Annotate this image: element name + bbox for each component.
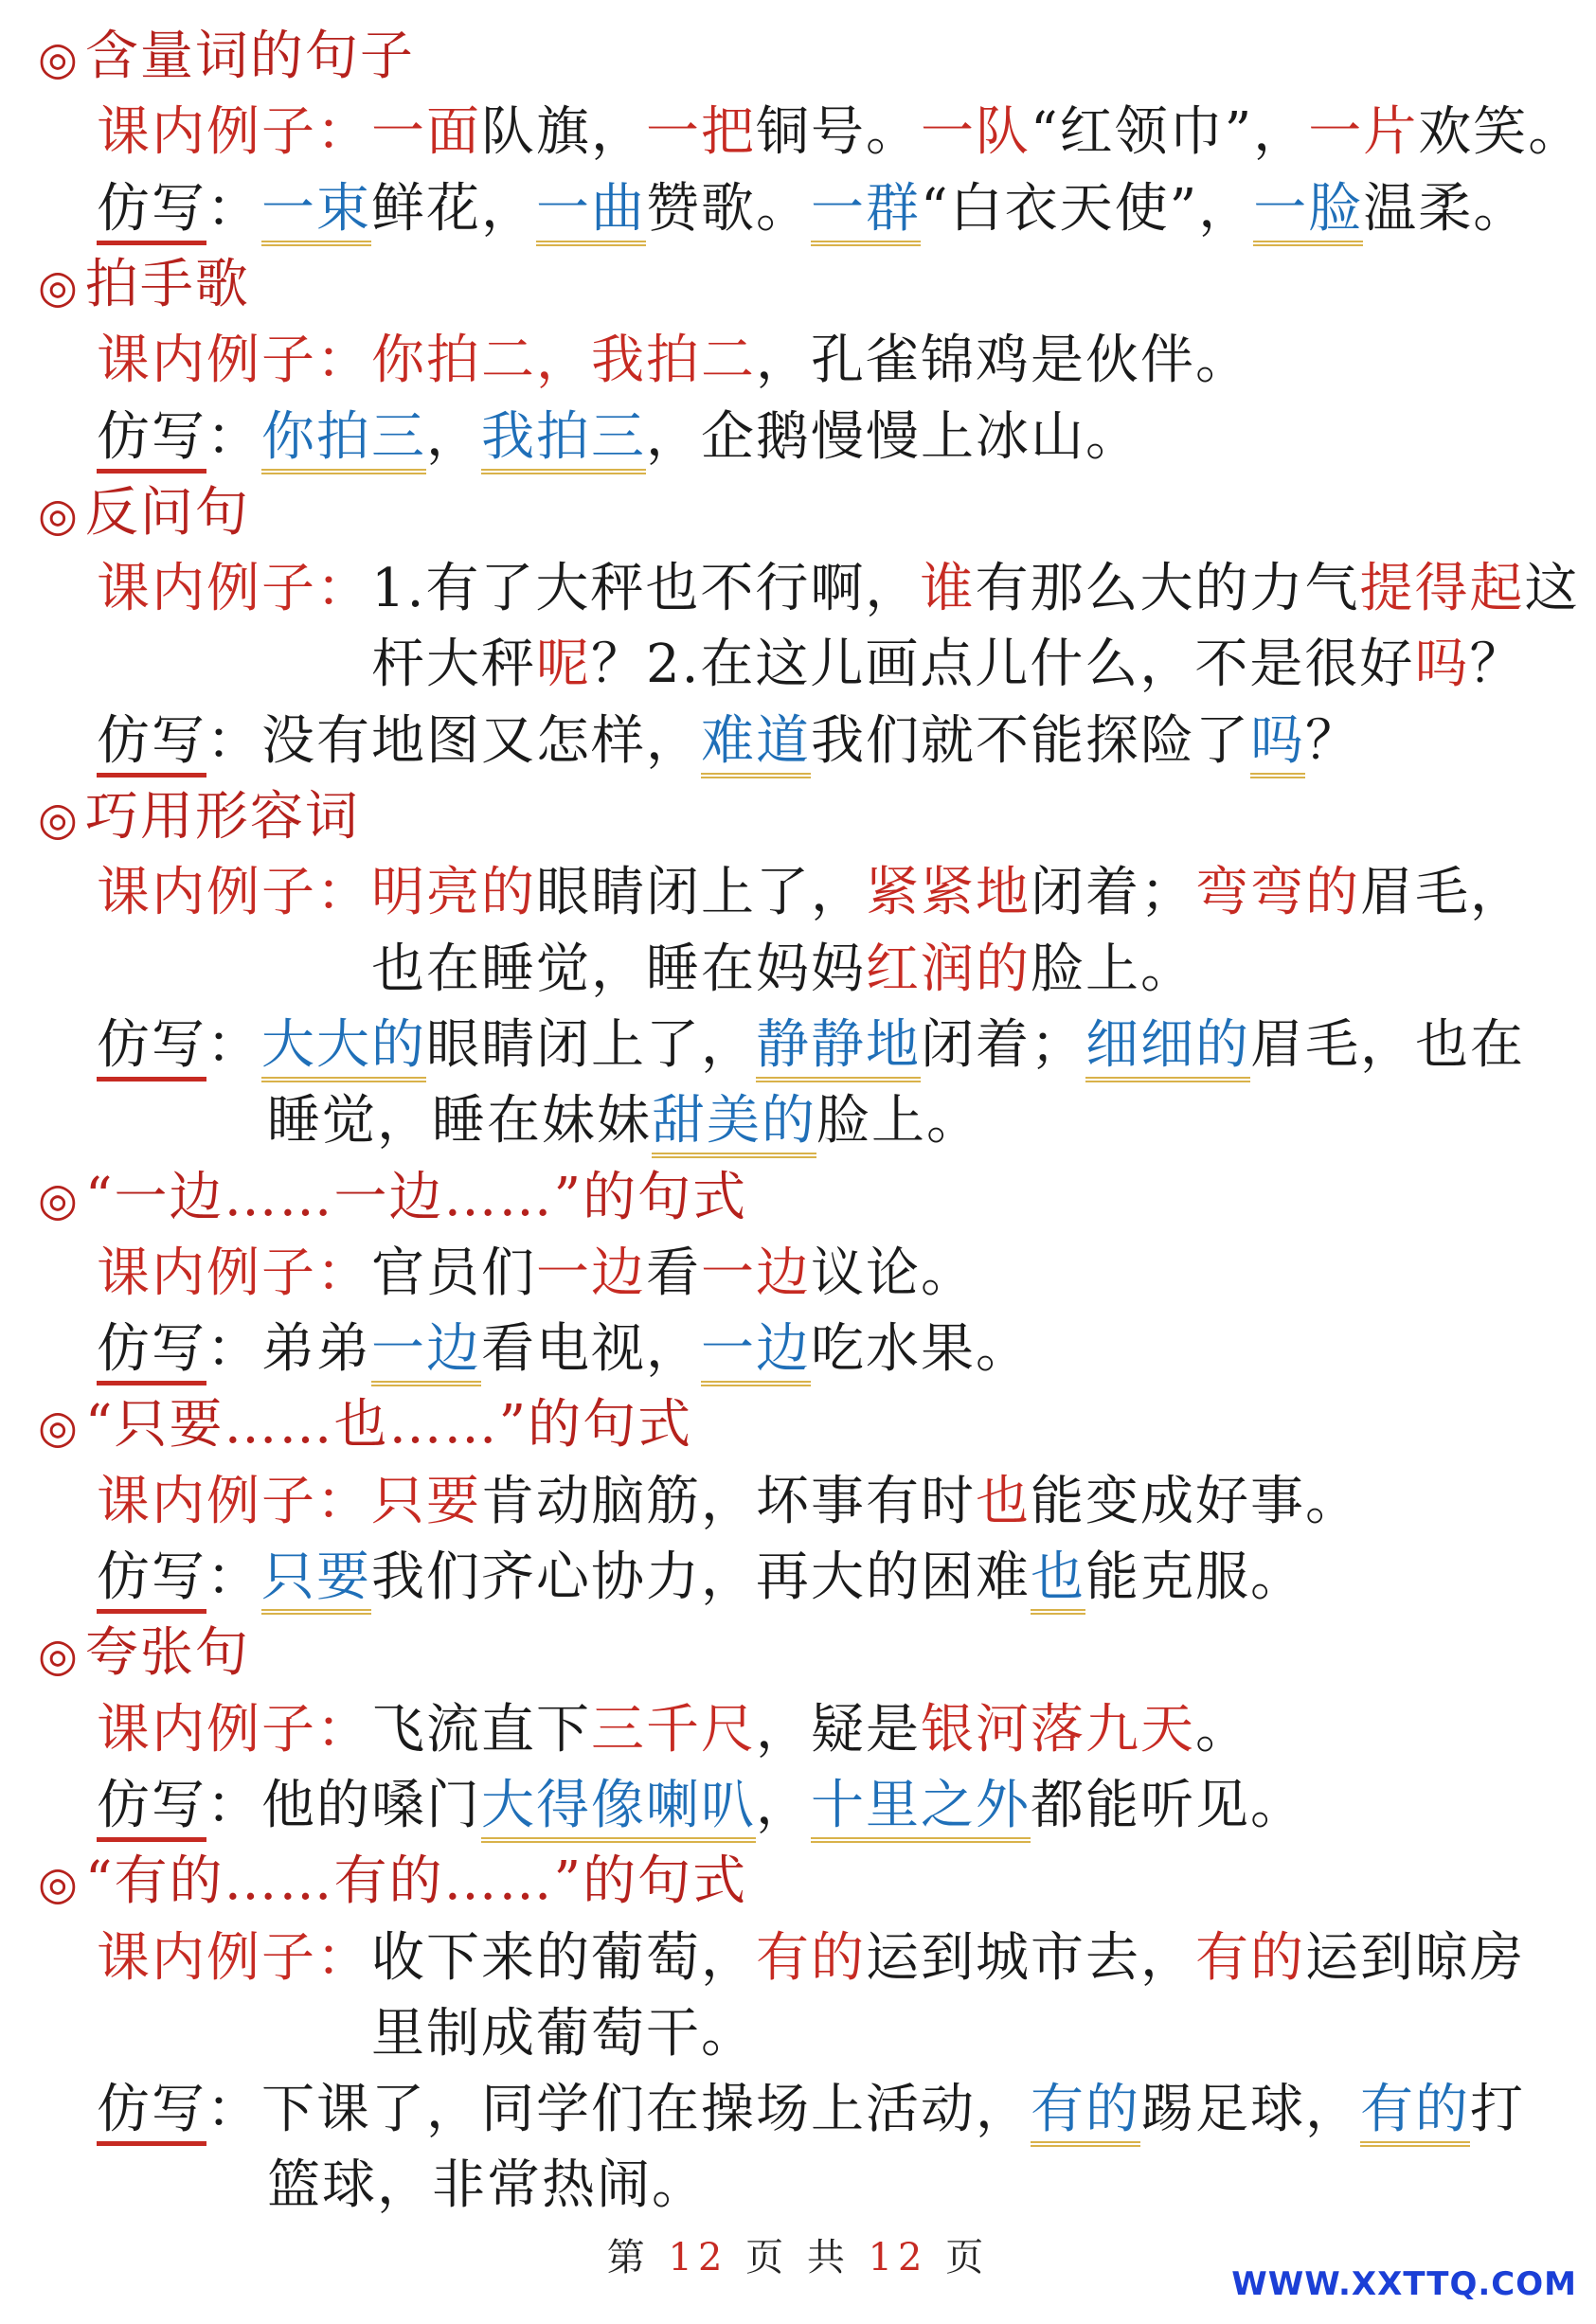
imitation-line (97, 400, 1140, 475)
highlighted-text: 红润的 (866, 939, 1031, 1000)
sentence-text: ， (756, 1775, 811, 1836)
sentence-text: 眉毛， (1360, 862, 1525, 923)
imitated-text: 你拍三 (261, 406, 426, 474)
highlighted-text: 有的 (756, 1927, 866, 1989)
example-label: 课内例子： (97, 101, 371, 163)
section-title: 含量词的句子 (84, 26, 415, 87)
example-label: 课内例子： (97, 1242, 371, 1304)
section-title: “一边……一边……”的句式 (84, 1167, 748, 1228)
imitation-label: 仿写 (97, 2079, 206, 2146)
example-label: 课内例子： (97, 862, 371, 923)
imitation-label: 仿写 (97, 178, 206, 245)
sentence-text: ，孔雀锦鸡是伙伴。 (756, 330, 1250, 391)
sentence-text: 里制成葡萄干。 (371, 2003, 756, 2065)
sentence-text: 眼睛闭上了， (426, 1014, 756, 1076)
imitated-text: 大大的 (261, 1014, 426, 1082)
example-line (97, 855, 1525, 931)
label-colon: ： (206, 1546, 261, 1608)
highlighted-text: 一边 (701, 1242, 811, 1304)
sentence-text: 飞流直下 (371, 1699, 591, 1761)
highlighted-text: 一片 (1308, 101, 1419, 163)
section-title: 反问句 (84, 482, 250, 544)
sentence-text: 闭着； (1031, 862, 1195, 923)
sentence-text: “白衣天使”， (921, 178, 1254, 240)
highlighted-text: 吗 (1414, 634, 1470, 695)
imitated-text: 有的 (1031, 2079, 1140, 2147)
imitation-label: 仿写 (97, 1546, 206, 1614)
section-heading (38, 779, 360, 857)
sentence-text: 能克服。 (1085, 1546, 1305, 1608)
sentence-text: 有那么大的力气 (975, 558, 1360, 619)
imitation-label: 仿写 (97, 710, 206, 778)
highlighted-text: 银河落九天 (921, 1699, 1195, 1761)
highlighted-text: 呢 (536, 634, 591, 695)
sentence-text: 他的嗓门 (261, 1775, 481, 1836)
imitation-line (97, 1312, 1031, 1387)
imitated-text: 大得像喇叭 (481, 1775, 756, 1843)
highlighted-text: 一把 (646, 101, 756, 163)
sentence-text: “红领巾”， (1031, 101, 1309, 163)
imitation-line (97, 2072, 1525, 2148)
sentence-text: 鲜花， (371, 178, 536, 240)
example-label: 课内例子： (97, 330, 371, 391)
imitated-text: 只要 (261, 1546, 371, 1615)
example-line (371, 1996, 756, 2072)
label-colon: ： (206, 178, 261, 240)
section-title: “有的……有的……”的句式 (84, 1850, 748, 1912)
section-heading (38, 1844, 747, 1922)
example-line (97, 551, 1579, 627)
label-colon: ： (206, 1775, 261, 1836)
sentence-text: 睡觉，睡在妹妹 (267, 1090, 652, 1152)
highlighted-text: 一边 (536, 1242, 646, 1304)
sentence-text: ，疑是 (756, 1699, 921, 1761)
sentence-text: 篮球，非常热闹。 (267, 2154, 707, 2216)
sentence-text: 下课了，同学们在操场上活动， (261, 2079, 1031, 2140)
label-colon: ： (206, 406, 261, 468)
imitated-text: 我拍三 (481, 406, 646, 474)
sentence-text: 脸上。 (1031, 939, 1195, 1000)
sentence-text: ？ (1305, 710, 1360, 772)
imitated-text: 一束 (261, 178, 371, 246)
section-heading (38, 1160, 747, 1238)
imitated-text: 有的 (1360, 2079, 1470, 2147)
imitated-text: 吗 (1250, 710, 1305, 778)
imitated-text: 一边 (701, 1318, 811, 1386)
example-label: 课内例子： (97, 558, 371, 619)
highlighted-text: 有的 (1195, 1927, 1305, 1989)
highlighted-text: 谁 (920, 558, 976, 619)
imitated-text: 十里之外 (811, 1775, 1031, 1843)
section-heading (38, 247, 250, 325)
sentence-text: 官员们 (371, 1242, 536, 1304)
imitated-text: 难道 (701, 710, 811, 778)
bullet-circle-icon: ◎ (38, 1173, 80, 1226)
imitation-label: 仿写 (97, 406, 206, 474)
bullet-circle-icon: ◎ (38, 1857, 80, 1910)
sentence-text: 运到晾房 (1305, 1927, 1525, 1989)
sentence-text: 欢笑。 (1418, 101, 1584, 163)
sentence-text: 眉毛，也在 (1250, 1014, 1525, 1076)
imitation-line (97, 1540, 1305, 1616)
sentence-text: 眼睛闭上了， (536, 862, 866, 923)
sentence-text: 肯动脑筋，坏事有时 (481, 1471, 976, 1532)
imitated-text: 静静地 (756, 1014, 921, 1082)
sentence-text: 看电视， (481, 1318, 701, 1380)
bullet-circle-icon: ◎ (38, 1401, 80, 1454)
sentence-text: 队旗， (481, 101, 646, 163)
sentence-text: ？ (1469, 634, 1525, 695)
example-label: 课内例子： (97, 1471, 371, 1532)
section-heading (38, 475, 250, 553)
imitated-text: 也 (1031, 1546, 1085, 1615)
example-line (371, 627, 1524, 703)
imitated-text: 一曲 (536, 178, 646, 246)
sentence-text: 脸上。 (816, 1090, 981, 1152)
sentence-text: 看 (646, 1242, 701, 1304)
bullet-circle-icon: ◎ (38, 489, 80, 542)
bullet-circle-icon: ◎ (38, 32, 80, 85)
sentence-text: 打 (1470, 2079, 1525, 2140)
imitation-label: 仿写 (97, 1775, 206, 1842)
highlighted-text: 一面 (371, 101, 481, 163)
example-line (97, 1921, 1525, 1996)
example-line (371, 932, 1195, 1008)
section-heading (38, 1387, 692, 1465)
section-title: 拍手歌 (84, 254, 250, 315)
label-colon: ： (206, 710, 261, 772)
highlighted-text: 三千尺 (591, 1699, 756, 1761)
sentence-text: 这 (1524, 558, 1580, 619)
section-title: 巧用形容词 (84, 786, 360, 848)
footer-suffix: 页 (945, 2236, 990, 2279)
imitation-line (97, 171, 1528, 247)
imitated-text: 一脸 (1253, 178, 1363, 246)
section-title: “只要……也……”的句式 (84, 1394, 693, 1456)
highlighted-text: 只要 (371, 1471, 481, 1532)
footer-prefix: 第 (606, 2236, 651, 2279)
example-line (97, 95, 1583, 170)
example-line (97, 1236, 976, 1312)
section-title: 夸张句 (84, 1622, 250, 1684)
sentence-text: 收下来的葡萄， (371, 1927, 756, 1989)
bullet-circle-icon: ◎ (38, 793, 80, 846)
section-heading (38, 1616, 250, 1693)
sentence-text: 闭着； (921, 1014, 1085, 1076)
imitation-label: 仿写 (97, 1014, 206, 1082)
sentence-text: 运到城市去， (866, 1927, 1195, 1989)
sentence-text: 铜号。 (756, 101, 921, 163)
label-colon: ： (206, 2079, 261, 2140)
sentence-text: 赞歌。 (646, 178, 811, 240)
sentence-text: 。 (1195, 1699, 1250, 1761)
highlighted-text: 弯弯的 (1195, 862, 1360, 923)
highlighted-text: 提得起 (1359, 558, 1525, 619)
sentence-text: ，企鹅慢慢上冰山。 (646, 406, 1140, 468)
highlighted-text: 明亮的 (371, 862, 536, 923)
imitated-text: 细细的 (1085, 1014, 1250, 1082)
sentence-text: 吃水果。 (811, 1318, 1031, 1380)
total-page-number: 12 (868, 2236, 928, 2279)
sentence-text: ， (426, 406, 481, 468)
sentence-text: 没有地图又怎样， (261, 710, 701, 772)
sentence-text: 温柔。 (1363, 178, 1529, 240)
bullet-circle-icon: ◎ (38, 260, 80, 313)
imitation-label: 仿写 (97, 1318, 206, 1385)
example-label: 课内例子： (97, 1927, 371, 1989)
imitated-text: 一群 (811, 178, 921, 246)
sentence-text: 我们齐心协力，再大的困难 (371, 1546, 1031, 1608)
current-page-number: 12 (668, 2236, 728, 2279)
imitation-line (267, 2148, 707, 2224)
sentence-text: 也在睡觉，睡在妈妈 (371, 939, 866, 1000)
bullet-circle-icon: ◎ (38, 1629, 80, 1682)
example-line (97, 323, 1250, 399)
sentence-text: 弟弟 (261, 1318, 371, 1380)
sentence-text: 我们就不能探险了 (811, 710, 1250, 772)
sentence-text: 议论。 (811, 1242, 976, 1304)
imitated-text: 甜美的 (652, 1090, 816, 1158)
highlighted-text: 一队 (921, 101, 1031, 163)
footer-middle: 页 共 (745, 2236, 851, 2279)
sentence-text: 1.有了大秤也不行啊， (371, 558, 921, 619)
highlighted-text: 也 (976, 1471, 1031, 1532)
sentence-text: 踢足球， (1140, 2079, 1360, 2140)
section-heading (38, 19, 415, 97)
sentence-text: 都能听见。 (1031, 1775, 1305, 1836)
imitation-line (97, 1768, 1305, 1844)
sentence-text: 能变成好事。 (1031, 1471, 1360, 1532)
example-line (97, 1464, 1360, 1540)
imitation-line (267, 1083, 981, 1159)
sentence-text: ？2.在这儿画点儿什么，不是很好 (591, 634, 1415, 695)
highlighted-text: 紧紧地 (866, 862, 1031, 923)
imitated-text: 一边 (371, 1318, 481, 1386)
label-colon: ： (206, 1014, 261, 1076)
sentence-text: 杆大秤 (371, 634, 536, 695)
example-label: 课内例子： (97, 1699, 371, 1761)
highlighted-text: 你拍二，我拍二 (371, 330, 756, 391)
label-colon: ： (206, 1318, 261, 1380)
imitation-line (97, 1008, 1525, 1083)
imitation-line (97, 704, 1360, 779)
watermark: WWW.XXTTQ.COM (1231, 2265, 1577, 2303)
example-line (97, 1692, 1250, 1768)
